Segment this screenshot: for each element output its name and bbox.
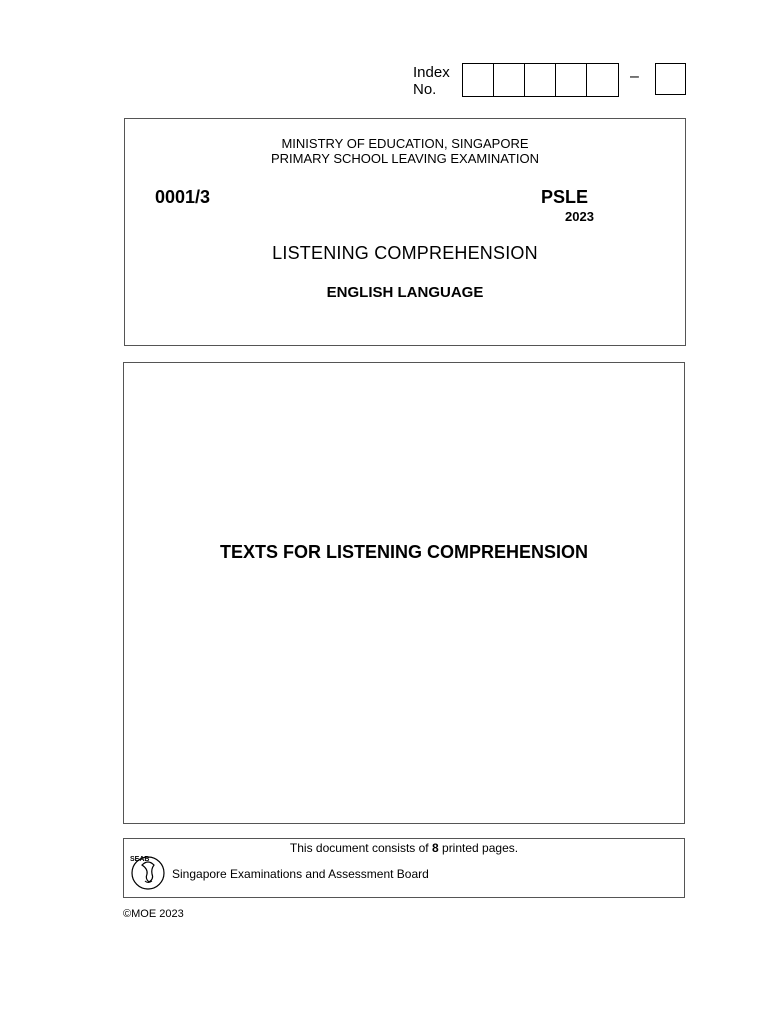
index-number-boxes [462,63,619,97]
exam-year: 2023 [565,209,594,224]
index-number-label [413,64,450,98]
ministry-line: MINISTRY OF EDUCATION, SINGAPORE [281,136,529,151]
paper-code: 0001/3 [155,187,211,207]
page-count-note [124,841,684,855]
paper-title: LISTENING COMPREHENSION [272,243,538,263]
index-digit-box[interactable] [587,64,618,96]
seab-logo-icon [128,851,168,891]
seab-logo-text: SEAB [130,856,150,863]
index-check-box[interactable] [655,63,686,95]
board-name: Singapore Examinations and Assessment Board [172,867,429,881]
index-digit-box[interactable] [494,64,525,96]
pages-prefix: This document consists of [289,841,429,855]
copyright-notice: ©MOE 2023 [123,908,184,920]
index-digit-box[interactable] [463,64,494,96]
ministry-heading [125,136,685,166]
index-digit-box[interactable] [525,64,556,96]
index-label-line1: Index [413,64,450,81]
footer-box [123,838,685,898]
exam-board-line: PRIMARY SCHOOL LEAVING EXAMINATION [270,151,539,166]
pages-count: 8 [431,841,439,855]
index-dash: – [630,68,639,85]
exam-name: PSLE [541,187,589,207]
main-content-box [123,362,685,824]
document-title: TEXTS FOR LISTENING COMPREHENSION [219,542,589,562]
index-digit-box[interactable] [556,64,587,96]
paper-subject: ENGLISH LANGUAGE [326,284,484,301]
exam-header-box [124,118,686,346]
pages-suffix: printed pages. [442,841,519,855]
index-label-line2: No. [413,81,437,98]
